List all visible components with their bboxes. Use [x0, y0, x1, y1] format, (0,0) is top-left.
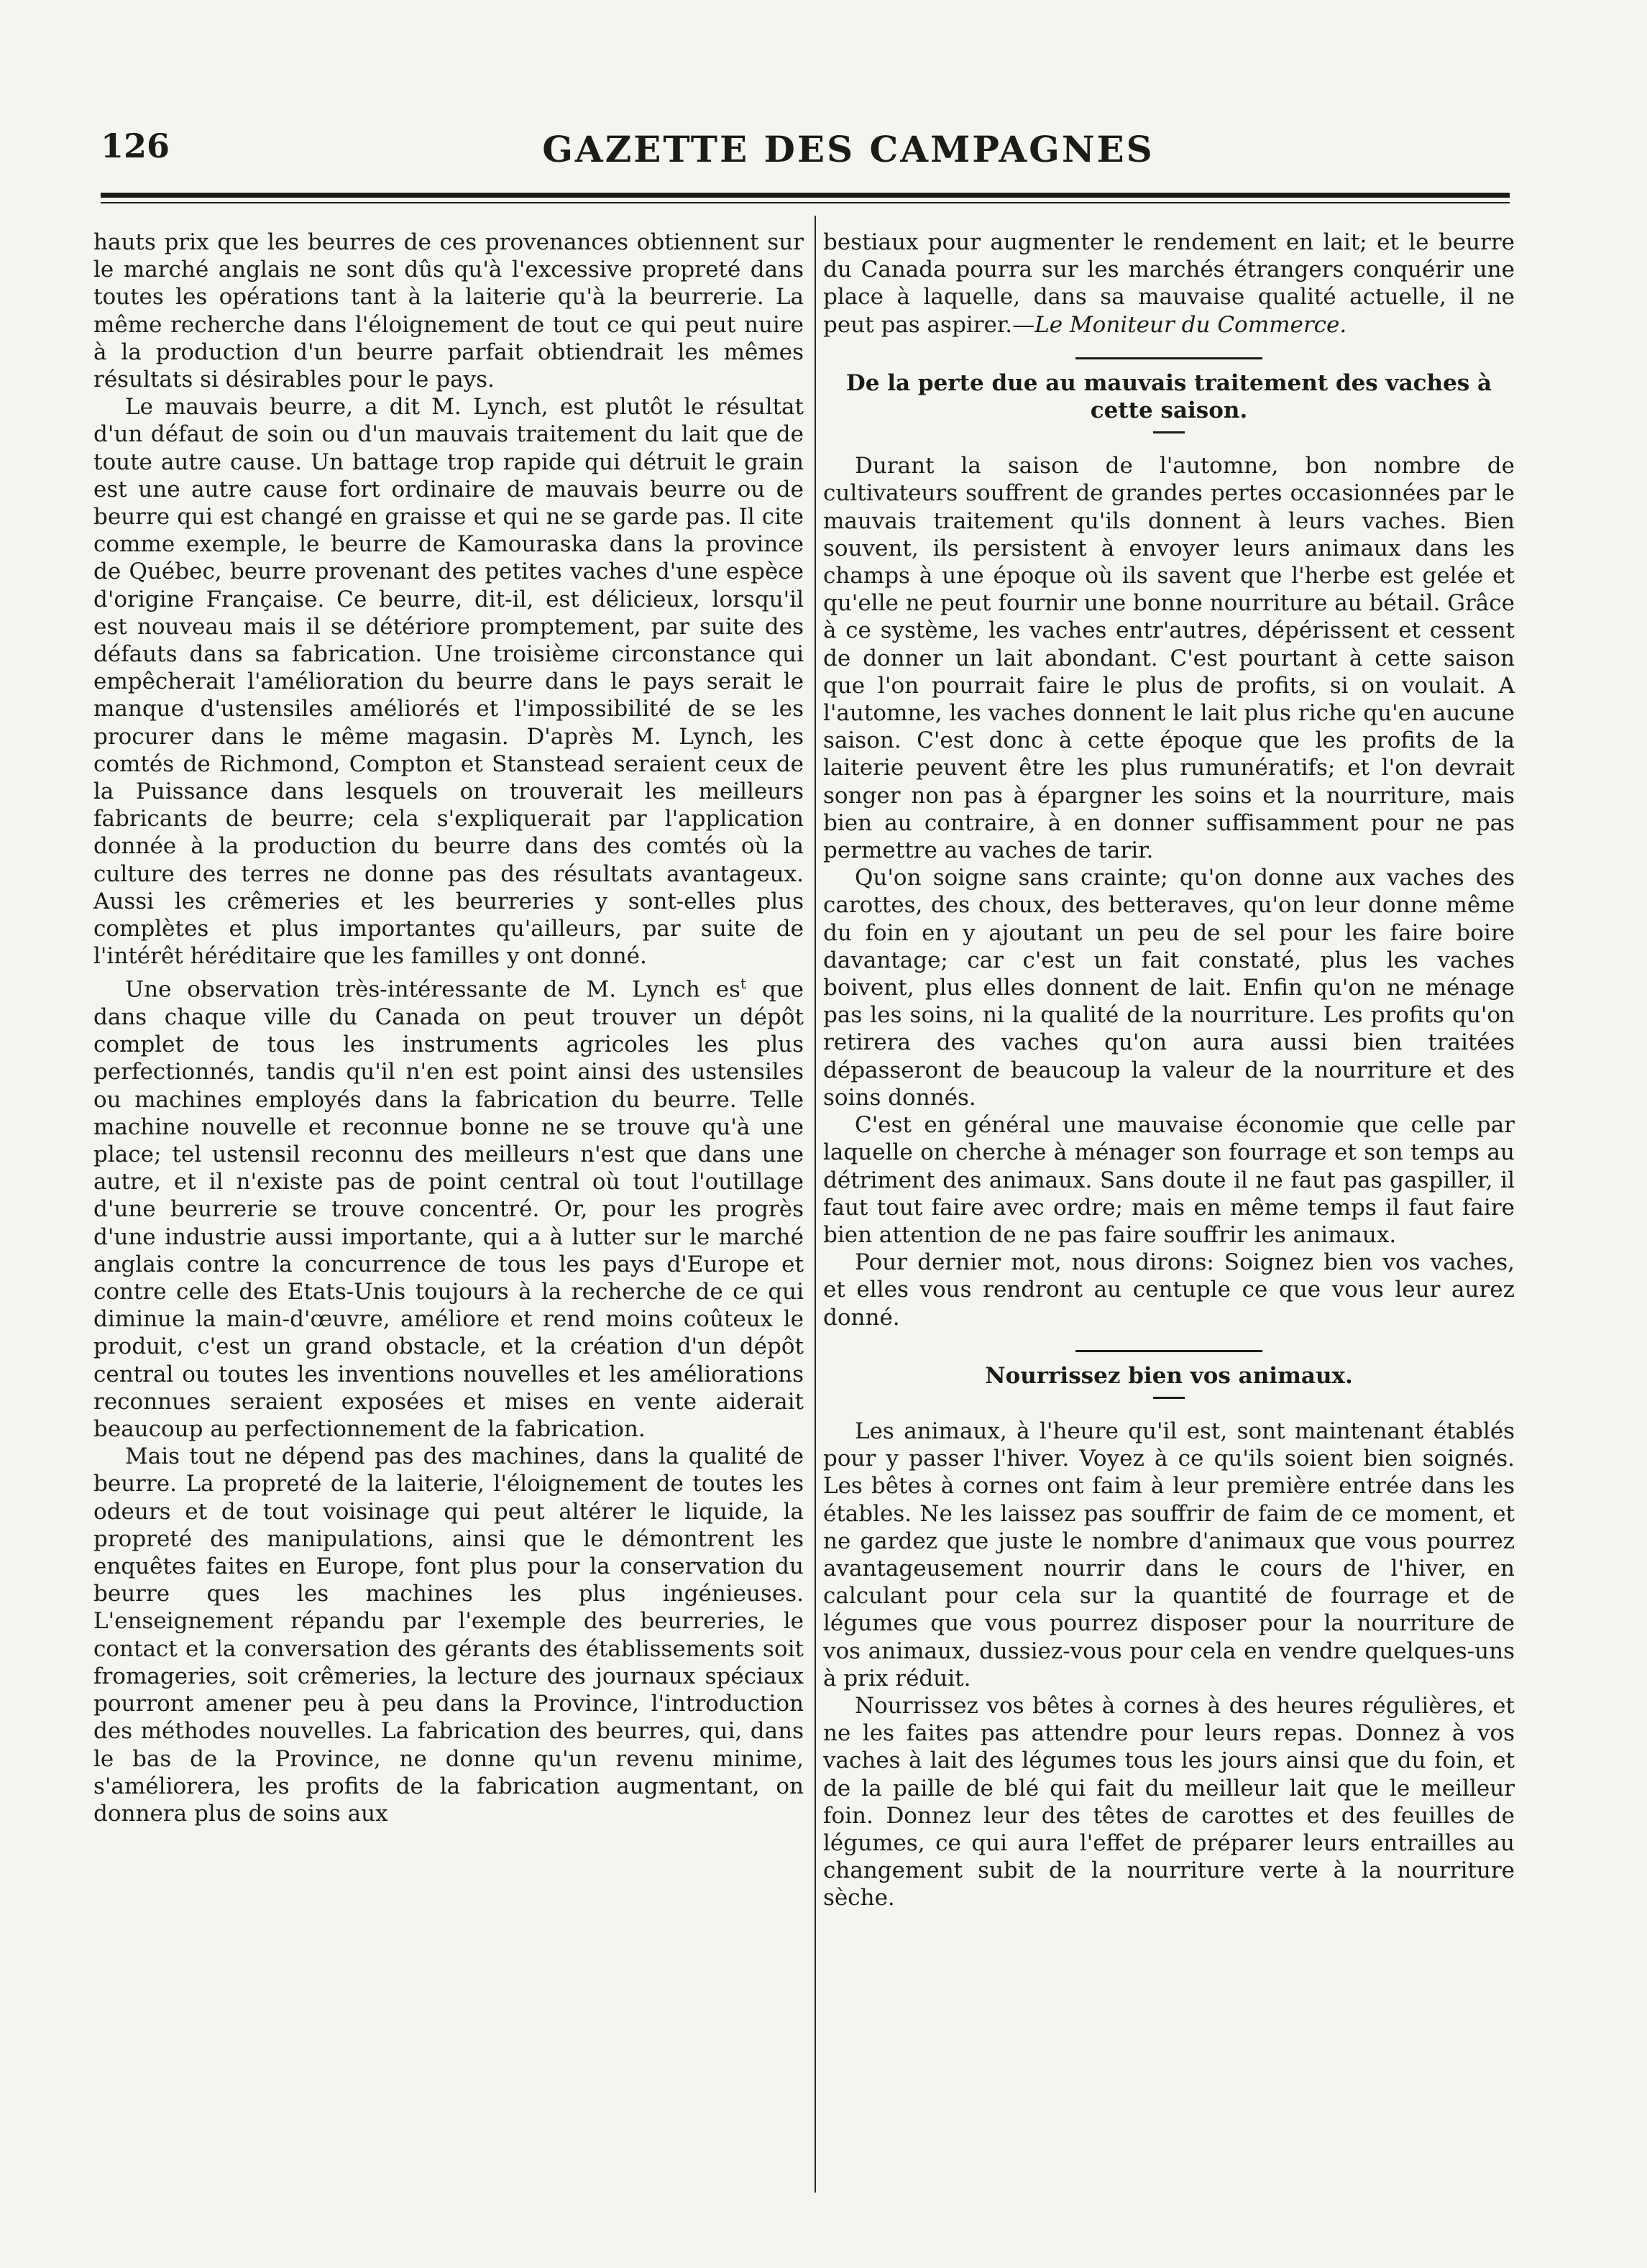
left-paragraph-2: Le mauvais beurre, a dit M. Lynch, est plutôt le résultat d'un défaut de soin ou d'un mauvais traitement du lait que de toute autre cause. Un battage trop rapide qui détruit le grain est une autre cause fort ordinaire de mauvais beurre ou de beurre qui est changé en graisse et qui ne se garde pas. Il cite comme exemple, le beurre de Kamouraska dans la province de Québec, beurre provenant des petites vaches d'une espèce d'origine Française. Ce beurre, dit-il, est délicieux, lorsqu'il est nouveau mais il se détériore promptement, par suite des défauts dans sa fabrication. Une troisième circonstance qui empêcherait l'amélioration du beurre dans le pays serait le manque d'ustensiles améliorés et l'impossibilité de se les procurer dans le même magasin. D'après M. Lynch, les comtés de Richmond, Compton et Stanstead seraient ceux de la Puissance dans lesquels on trouverait les meilleurs fabricants de beurre; cela s'expliquerait par l'application donnée à la production du beurre dans des comtés où la culture des terres ne donne pas des résultats avantageux. Aussi les crêmeries et les beurreries y sont-elles plus complètes et plus importantes qu'ailleurs, par suite de l'intérêt héréditaire que les familles y ont donné.	[93, 394, 804, 970]
section-separator	[1075, 1350, 1262, 1352]
page-header	[101, 121, 1510, 171]
vaches-paragraph-3: C'est en général une mauvaise économie que celle par laquelle on cherche à ménager son fourrage et son temps au détriment des animaux. Sans doute il ne faut pas gaspiller, il faut tout faire avec ordre; mais en même temps il faut faire bien attention de ne pas faire souffrir les animaux.	[823, 1112, 1515, 1248]
left-paragraph-3-superscript: t	[740, 975, 746, 993]
title-dash	[1153, 431, 1185, 433]
left-paragraph-3-rest: que dans chaque ville du Canada on peut trouver un dépôt complet de tous les instruments agricoles les plus perfectionnés, tandis qu'il n'en est point ainsi des ustensiles ou machines employés dans la fabrication du beurre. Telle machine nouvelle et reconnue bonne ne se trouve qu'à une place; tel ustensil reconnu des meilleurs n'est que dans une autre, et il n'existe pas de point central où tout l'outillage d'une beurrerie se trouve concentré. Or, pour les progrès d'une industrie aussi importante, qui a à lutter sur le marché anglais contre la concurrence de tous les pays d'Europe et contre celle des Etats-Unis toujours à la recherche de ce qui diminue la main-d'œuvre, améliore et rend moins coûteux le produit, c'est un grand obstacle, et la création d'un dépôt central ou toutes les inventions nouvelles et les améliorations reconnues seraient exposées et mises en vente aiderait beaucoup au perfectionnement de la fabrication.	[93, 976, 804, 1443]
page-number: 126	[101, 127, 170, 165]
left-paragraph-3-start: Une observation très-intéressante de M. Lynch es	[125, 976, 740, 1003]
animaux-paragraph-1: Les animaux, à l'heure qu'il est, sont maintenant établés pour y passer l'hiver. Voyez à ce qu'ils soient bien soignés. Les bêtes à cornes ont faim à leur première entrée dans les étables. Ne les laissez pas souffrir de faim de ce moment, et ne gardez que juste le nombre d'animaux que vous pourrez avantageusement nourrir dans le cours de l'hiver, en calculant pour cela sur la quantité de fourrage et de légumes que vous pourrez disposer pour la nourriture de vos animaux, dussiez-vous pour cela en vendre quelques-uns à prix réduit.	[823, 1418, 1515, 1691]
section-title-vaches: De la perte due au mauvais traitement des vaches à cette saison.	[845, 369, 1492, 424]
right-paragraph-1-text: bestiaux pour augmenter le rendement en lait; et le beurre du Canada pourra sur les marchés étrangers conquérir une place à laquelle, dans sa mauvaise qualité actuelle, il ne peut pas aspirer.—	[823, 229, 1515, 338]
header-rule-thick	[101, 193, 1510, 198]
vaches-paragraph-2: Qu'on soigne sans crainte; qu'on donne aux vaches des carottes, des choux, des betteraves, qu'on leur donne même du foin en y ajoutant un peu de sel pour les faire boire davantage; car c'est un fait constaté, plus les vaches boivent, plus elles donnent de lait. Enfin qu'on ne ménage pas les soins, ni la qualité de la nourriture. Les profits qu'on retirera des vaches qu'on aura aussi bien traitées dépasseront de beaucoup la valeur de la nourriture et des soins donnés.	[823, 865, 1515, 1111]
left-paragraph-4: Mais tout ne dépend pas des machines, dans la qualité de beurre. La propreté de la laiterie, l'éloignement de toutes les odeurs et de tout voisinage qui peut altérer le liquide, la propreté des manipulations, ainsi que le démontrent les enquêtes faites en Europe, font plus pour la conservation du beurre ques les machines les plus ingénieuses. L'enseignement répandu par l'exemple des beurreries, le contact et la conversation des gérants des établissements soit fromageries, soit crêmeries, la lecture des journaux spéciaux pourront amener peu à peu dans la Province, l'introduction des méthodes nouvelles. La fabrication des beurres, qui, dans le bas de la Province, ne donne qu'un revenu minime, s'améliorera, les profits de la fabrication augmentant, on donnera plus de soins aux	[93, 1443, 804, 1827]
title-dash	[1153, 1397, 1185, 1399]
vaches-paragraph-4: Pour dernier mot, nous dirons: Soignez bien vos vaches, et elles vous rendront au centuple ce que vous leur aurez donné.	[823, 1249, 1515, 1331]
section-separator	[1075, 357, 1262, 359]
column-divider	[815, 216, 816, 2193]
animaux-paragraph-2: Nourrissez vos bêtes à cornes à des heures régulières, et ne les faites pas attendre pour leurs repas. Donnez à vos vaches à lait des légumes tous les jours ainsi que du foin, et de la paille de blé qui fait du meilleur lait que le meilleur foin. Donnez leur des têtes de carottes et des feuilles de légumes, ce qui aura l'effet de préparer leurs entrailles au changement subit de la nourriture verte à la nourriture sèche.	[823, 1692, 1515, 1911]
header-rule-thin	[101, 202, 1510, 203]
page-title: GAZETTE DES CAMPAGNES	[542, 128, 1155, 170]
left-paragraph-1: hauts prix que les beurres de ces provenances obtiennent sur le marché anglais ne sont dûs qu'à l'excessive propreté dans toutes les opérations tant à la laiterie qu'à la beurrerie. La même recherche dans l'éloignement de tout ce qui peut nuire à la production d'un beurre parfait obtiendrait les mêmes résultats si désirables pour le pays.	[93, 229, 804, 393]
left-paragraph-3	[93, 970, 804, 1443]
left-column	[93, 229, 804, 1827]
section-title-animaux: Nourrissez bien vos animaux.	[985, 1362, 1353, 1389]
vaches-paragraph-1: Durant la saison de l'automne, bon nombre de cultivateurs souffrent de grandes pertes occasionnées par le mauvais traitement qu'ils donnent à leurs vaches. Bien souvent, ils persistent à envoyer leurs animaux dans les champs à une époque où ils savent que l'herbe est gelée et qu'elle ne peut fournir une bonne nourriture au bétail. Grâce à ce système, les vaches entr'autres, dépérissent et cessent de donner un lait abondant. C'est pourtant à cette saison que l'on pourrait faire le plus de profits, si on voulait. A l'automne, les vaches donnent le lait plus riche qu'en aucune saison. C'est donc à cette époque que les profits de la laiterie peuvent être les plus rumunératifs; et l'on devrait songer non pas à épargner les soins et la nourriture, mais bien au contraire, à en donner suffisamment pour ne pas permettre au vaches de tarir.	[823, 453, 1515, 864]
source-credit: Le Moniteur du Commerce.	[1034, 311, 1347, 338]
right-column	[823, 229, 1515, 1912]
right-paragraph-1	[823, 229, 1515, 339]
